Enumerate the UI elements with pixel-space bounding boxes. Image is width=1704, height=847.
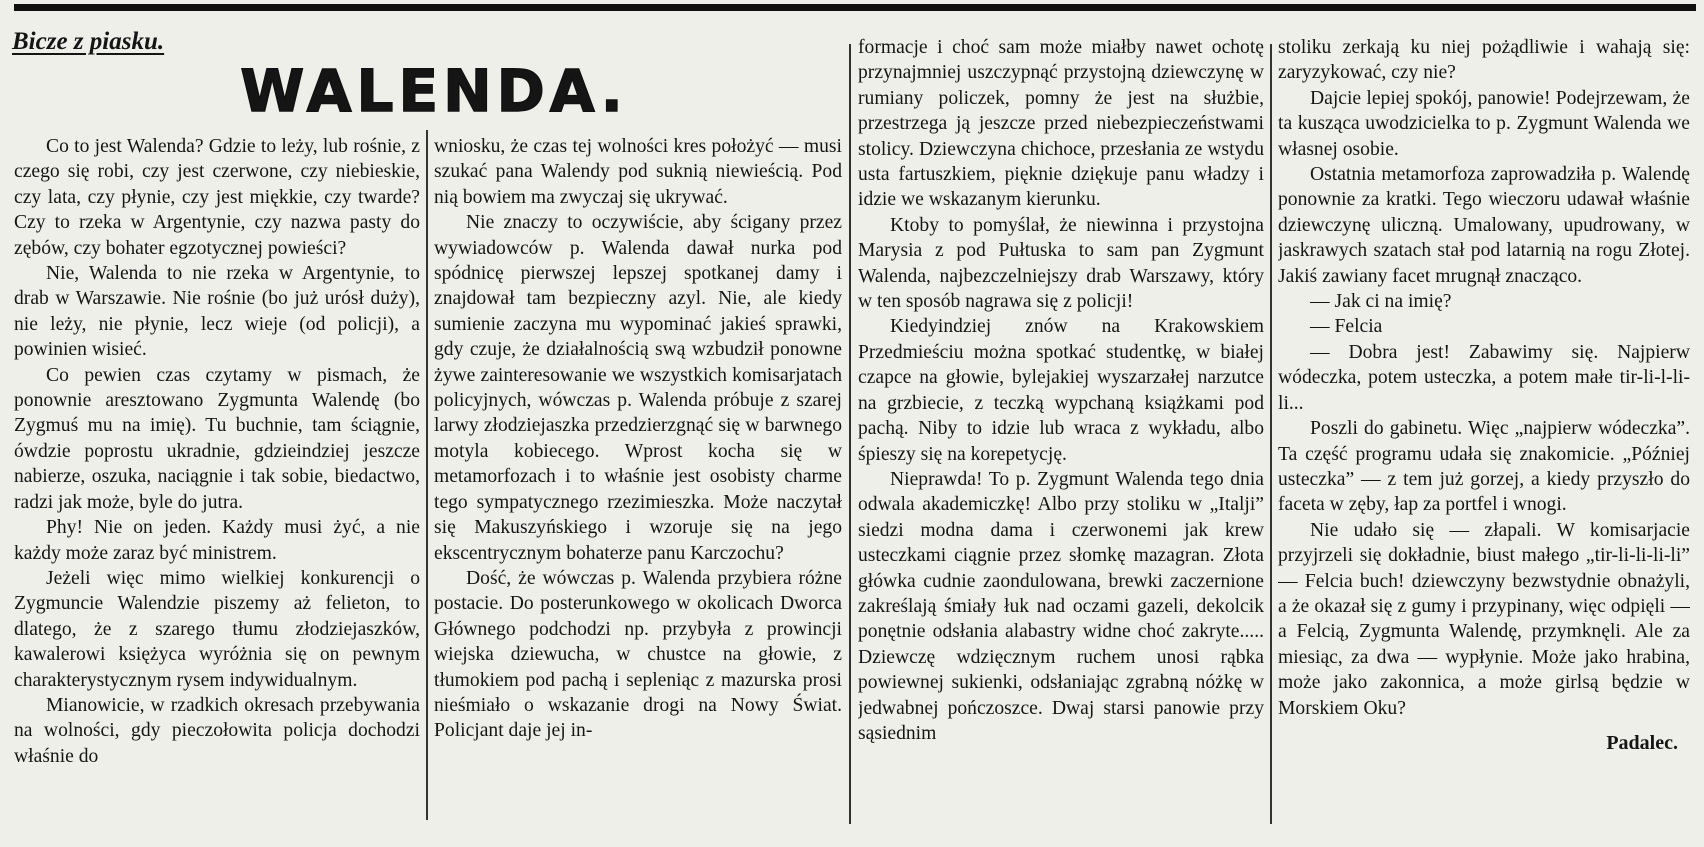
column-divider bbox=[426, 130, 428, 820]
paragraph: formacje i choć sam może miałby nawet ochotę przynajmniej uszczypnąć przystojną dziewczynę w rumiany policzek, pomny że jest na służbie, przestrzega ją jeszcze przed niebezpieczeństwami stolicy. Dziewczyna chichoce, przesłania ze wstydu usta fartuszkiem, pięknie dziękuje panu władzy i idzie we wskazanym kierunku. bbox=[858, 37, 1264, 211]
paragraph: Ostatnia metamorfoza zaprowadziła p. Walendę ponownie za kratki. Tego wieczoru udawał właśnie dziewczynę uliczną. Umalowany, upudrowany, w jaskrawych szatach stał pod latarnią na rogu Złotej. Jakiś zawiany facet mrugnął znacząco. bbox=[1278, 164, 1690, 287]
paragraph: wniosku, że czas tej wolności kres położyć — musi szukać pana Walendy pod suknią niewieścią. Pod nią bowiem ma zwyczaj się ukrywać. bbox=[434, 136, 842, 208]
paragraph: Dajcie lepiej spokój, panowie! Podejrzewam, że ta kusząca uwodzicielka to p. Zygmunt Walenda we własnej osobie. bbox=[1278, 87, 1690, 160]
section-heading: Bicze z piasku. bbox=[12, 28, 165, 55]
column-divider bbox=[1270, 44, 1272, 824]
paragraph: Ktoby to pomyślał, że niewinna i przystojna Marysia z pod Pułtuska to sam pan Zygmunt Walenda, najbezczelniejszy drab Warszawy, który w ten sposób nagrawa się z policji! bbox=[858, 214, 1264, 313]
paragraph: Dość, że wówczas p. Walenda przybiera różne postacie. Do posterunkowego w okolicach Dworca Głównego podchodzi np. przybyła z prowincji wiejska dziewucha, w chustce na głowie, z tłumokiem pod pachą i sepleniąc z mazurska prosi nieśmiało o wskazanie drogi na Nowy Świat. Policjant daje jej in- bbox=[434, 567, 842, 742]
paragraph: Phy! Nie on jeden. Każdy musi żyć, a nie każdy może zaraz być ministrem. bbox=[14, 517, 420, 564]
paragraph: stoliku zerkają ku niej pożądliwie i wahają się: zaryzykować, czy nie? bbox=[1278, 37, 1690, 84]
article-title: WALENDA. bbox=[240, 57, 628, 125]
paragraph: Nieprawda! To p. Zygmunt Walenda tego dnia odwala akademiczkę! Albo przy stoliku w „Italji” siedzi modna dama i czerwonemi jak krew usteczkami ciągnie przez słomkę mazagran. Złota główka cudnie zaondulowana, brewki zaczernione zakreślają śmiały łuk nad oczami gazeli, dekolcik ponętnie odsłania alabastry widne choć zakryte..... Dziewczę wdzięcznym ruchem unosi rąbka powiewnej sukienki, odsłaniając zgrabną nóżkę w jedwabnej pończoszce. Dwaj starsi panowie przy sąsiednim bbox=[858, 468, 1264, 744]
text-column-4 bbox=[1278, 35, 1690, 815]
paragraph: Co to jest Walenda? Gdzie to leży, lub rośnie, z czego się robi, czy jest czerwone, czy niebieskie, czy lata, czy płynie, czy jest miękkie, czy twarde? Czy to rzeka w Argentynie, czy nazwa pasty do zębów, czy bohater egzotycznej powieści? bbox=[14, 136, 420, 259]
paragraph: — Felcia bbox=[1310, 316, 1383, 338]
paragraph: Nie znaczy to oczywiście, aby ścigany przez wywiadowców p. Walenda dawał nurka pod spódnicę pierwszej lepszej spotkanej damy i znajdował tam bezpieczny azyl. Nie, ale kiedy sumienie zaczyna mu wypominać jakieś sprawki, gdy czuje, że działalnością swą wzbudził ponowne żywe zainteresowanie we wszystkich komisarjatach policyjnych, wówczas p. Walenda próbuje z szarej larwy złodziejaszka przedzierzgnąć się w barwnego motyla kobiecego. Wprost kocha się w metamorfozach i to właśnie jest osobisty charme tego sympatycznego rzezimieszka. Może naczytał się Makuszyńskiego i wzoruje się na jego ekscentrycznym bohaterze panu Karczochu? bbox=[434, 212, 842, 564]
text-column-3 bbox=[858, 35, 1264, 825]
paragraph: Kiedyindziej znów na Krakowskiem Przedmieściu można spotkać studentkę, w białej czapce na głowie, bylejakiej wyszarzałej narzutce na grzbiecie, z teczką wypchaną książkami pod pachą. Niby to idzie lub wraca z wykładu, albo śpieszy się na korepetycję. bbox=[858, 316, 1264, 465]
paragraph: — Jak ci na imię? bbox=[1310, 291, 1452, 313]
paragraph: Nie, Walenda to nie rzeka w Argentynie, to drab w Warszawie. Nie rośnie (bo już urósł duży), nie leży, nie płynie, lecz wieje (od policji), a powinien wisieć. bbox=[14, 263, 420, 361]
author-signature: Padalec. bbox=[1606, 731, 1678, 754]
paragraph: Co pewien czas czytamy w pismach, że ponownie aresztowano Zygmunta Walendę (bo Zygmuś mu na imię). Tu buchnie, tam ściągnie, ówdzie poprostu ukradnie, gdzieindziej jeszcze nabierze, oszuka, naciągnie i tak sobie, biedactwo, radzi jak może, byle do jutra. bbox=[14, 364, 420, 513]
paragraph: Nie udało się — złapali. W komisarjacie przyjrzeli się dokładnie, biust małego „tir-li-li-li-li” — Felcia buch! dziewczyny bezwstydnie obnażyli, a że okazał się z gumy i przypinany, więc odpięli — a Felcią, Zygmunta Walendę, przymknęli. Ale za miesiąc, za dwa — wypłynie. Może jako hrabina, może jako zakonnica, a może girlsą będzie w Morskiem Oku? bbox=[1278, 519, 1690, 719]
text-column-2 bbox=[434, 134, 842, 824]
text-column-1 bbox=[14, 134, 420, 824]
top-rule bbox=[14, 4, 1696, 11]
paragraph: — Dobra jest! Zabawimy się. Najpierw wódeczka, potem usteczka, a potem małe tir-li-l-li-li... bbox=[1278, 341, 1690, 414]
column-divider bbox=[849, 44, 851, 824]
paragraph: Jeżeli więc mimo wielkiej konkurencji o Zygmuncie Walendzie piszemy aż felieton, to dlatego, że z szarego tłumu złodziejaszków, kawalerowi księżyca wyróżnia się on pewnym charakterystycznym rysem indywidualnym. bbox=[14, 567, 420, 691]
paragraph: Poszli do gabinetu. Więc „najpierw wódeczka”. Ta część programu udała się znakomicie. „Później usteczka” — z tem już gorzej, a kiedy przyszło do faceta w zęby, łap za portfel i wnogi. bbox=[1278, 418, 1690, 516]
paragraph: Mianowicie, w rzadkich okresach przebywania na wolności, gdy pieczołowita policja dochodzi właśnie do bbox=[14, 694, 420, 767]
